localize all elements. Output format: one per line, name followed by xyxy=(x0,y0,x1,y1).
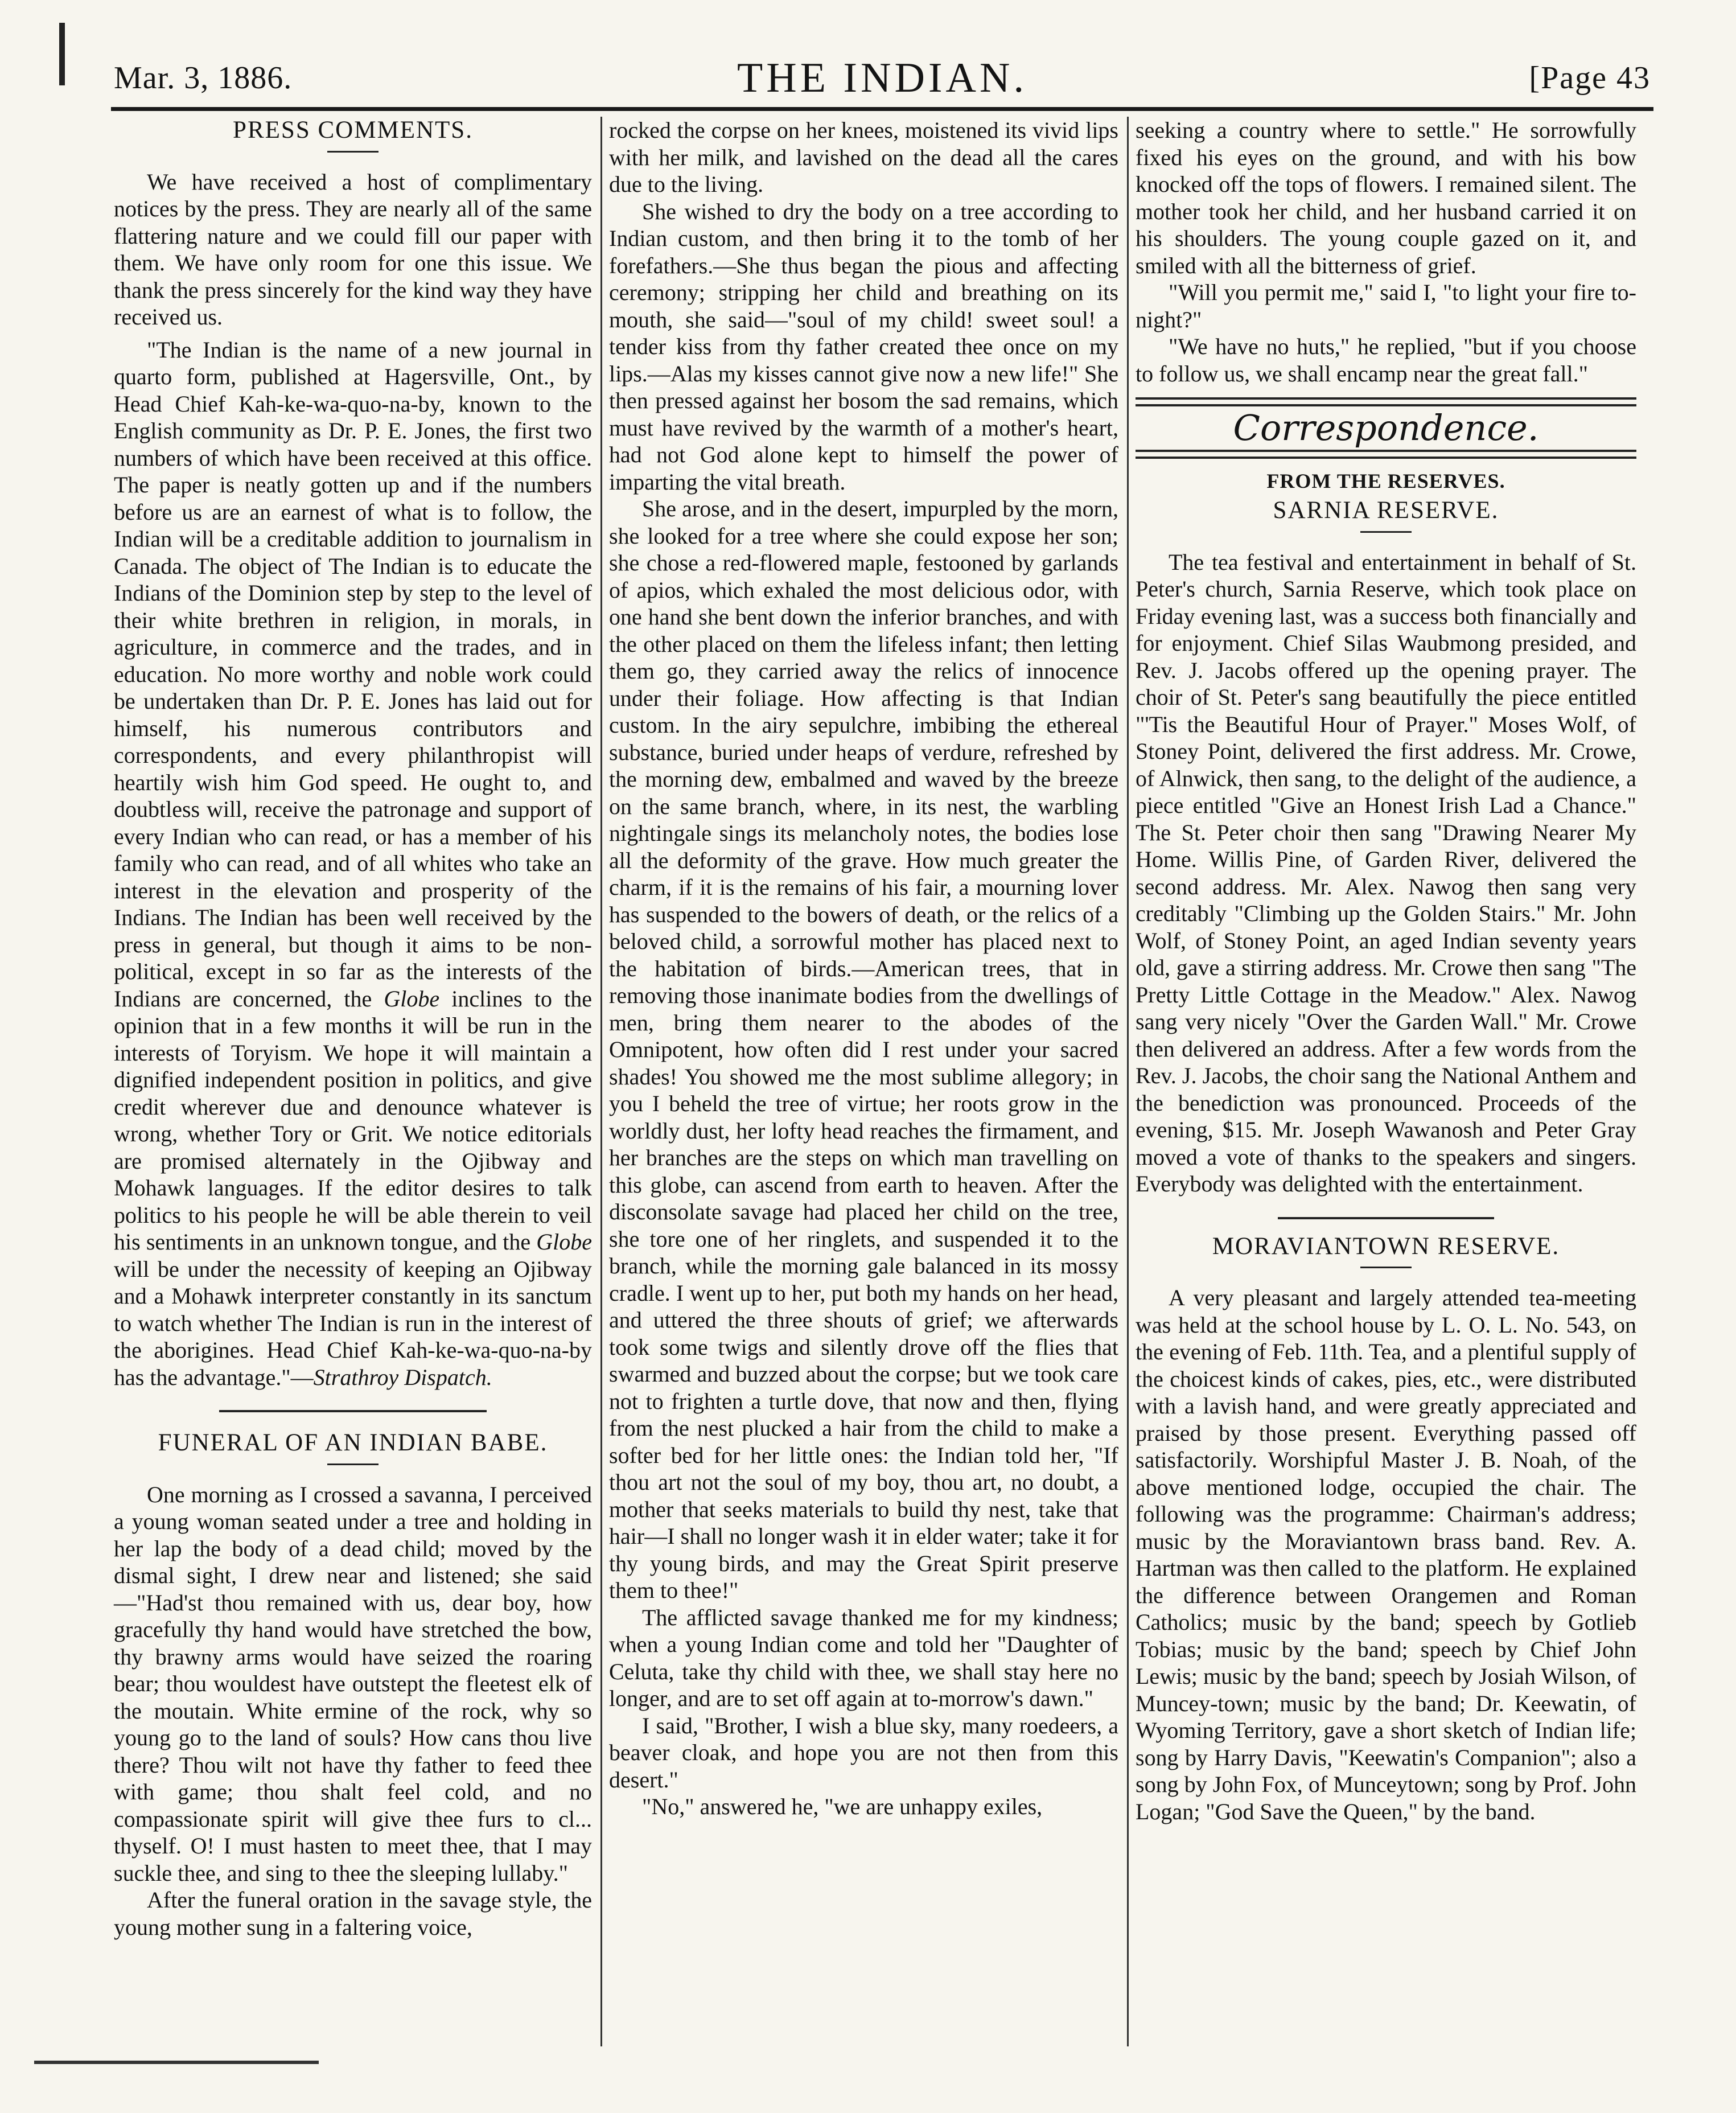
correspondence-heading: Correspondence. xyxy=(1233,407,1539,449)
scan-edge-mark xyxy=(59,23,65,85)
column-2 xyxy=(609,117,1118,1820)
press-source: Strathroy Dispatch. xyxy=(313,1364,492,1390)
sarnia-paragraph: The tea festival and entertainment in behalf of St. Peter's church, Sarnia Reserve, which took place on Friday evening last, was a success both financially and for enjoyment. Chief Silas Waubmong presided, and Rev. J. Jacobs offered up the opening prayer. The choir of St. Peter's sang beautifully the piece entitled "'Tis the Beautiful Hour of Prayer." Moses Wolf, of Stoney Point, delivered the first address. Mr. Crowe, of Alnwick, then sang, to the delight of the audience, a piece entitled "Give an Honest Irish Lad a Chance." The St. Peter choir then sang "Drawing Nearer My Home. Willis Pine, of Garden River, delivered the second address. Mr. Alex. Nawog then sang very creditably "Climbing up the Golden Stairs." Mr. John Wolf, of Stoney Point, an aged Indian seventy years old, gave a stirring address. Mr. Crowe then sang "The Pretty Little Cottage in the Meadow." Alex. Nawog sang very nicely "Over the Garden Wall." Mr. Crowe then delivered an address. After a few words from the Rev. J. Jacobs, the choir sang the National Anthem and the benediction was pronounced. Proceeds of the evening, $15. Mr. Joseph Wawanosh and Peter Gray moved a vote of thanks to the speakers and singers. Everybody was delighted with the entertainment. xyxy=(1136,549,1636,1197)
page-number: [Page 43 xyxy=(1529,60,1651,96)
heading-rule xyxy=(1360,531,1412,533)
press-intro-paragraph: We have received a host of complimentary notices by the press. They are nearly all of the same flattering nature and we could fill our paper with them. We have only room for one this issue. We thank the press sincerely for the kind way they have received us. xyxy=(114,168,592,330)
heading-rule xyxy=(1360,1267,1412,1268)
newspaper-title: THE INDIAN. xyxy=(737,55,1027,101)
issue-date: Mar. 3, 1886. xyxy=(114,60,293,96)
masthead-rule xyxy=(111,107,1653,111)
moraviantown-paragraph: A very pleasant and largely attended tea-meeting was held at the school house by L. O. L. No. 543, on the evening of Feb. 11th. Tea, and a plentiful supply of the choicest kinds of cakes, pies, etc., were distributed with a lavish hand, and were greatly appreciated and praised by those present. Everything passed off satisfactorily. Worshipful Master J. B. Noah, of the above mentioned lodge, occupied the chair. The following was the programme: Chairman's address; music by the Moraviantown brass band. Rev. A. Hartman was then called to the platform. He explained the difference between Orangemen and Roman Catholics; music by the band; speech by Gotlieb Tobias; music by the band; speech by Chief John Lewis; music by the band; speech by Josiah Wilson, of Muncey-town; music by the band; Dr. Keewatin, of Wyoming Territory, gave a short sketch of Indian life; song by Harry Davis, "Keewatin's Companion"; also a song by John Fox, of Munceytown; song by Prof. John Logan; "God Save the Queen," by the band. xyxy=(1136,1285,1636,1824)
press-quote-part-3: will be under the necessity of keeping an Ojibway and a Mohawk interpreter constantly in its sanctum to watch whether The Indian is run in the interest of the aborigines. Head Chief Kah-ke-wa-quo-na-by has the advantage."— xyxy=(114,1256,592,1390)
funeral-continued-paragraph: rocked the corpse on her knees, moistened its vivid lips with her milk, and lavished on the dead all the cares due to the living. xyxy=(609,117,1118,197)
masthead xyxy=(114,54,1651,100)
funeral-paragraph-6: I said, "Brother, I wish a blue sky, many roedeers, a beaver cloak, and hope you are not then from this desert." xyxy=(609,1712,1118,1793)
column-rule-1 xyxy=(600,117,602,2046)
funeral-paragraph-2: After the funeral oration in the savage style, the young mother sung in a faltering voice, xyxy=(114,1887,592,1940)
from-reserves-heading: FROM THE RESERVES. xyxy=(1266,469,1505,492)
press-quote-part-2: inclines to the opinion that in a few months it will be run in the interests of Toryism. We hope it will maintain a dignified independent position in politics, and give credit wherever due and denounce whatever is wrong, whether Tory or Grit. We notice editorials are promised alternately in the Ojibway and Mohawk languages. If the editor desires to talk politics to his people he will be able therein to veil his sentiments in an unknown tongue, and the xyxy=(114,985,592,1255)
sarnia-heading: SARNIA RESERVE. xyxy=(1273,497,1499,524)
heading-rule xyxy=(327,1464,379,1465)
scan-edge-mark-bottom xyxy=(34,2061,319,2064)
funeral-paragraph-1: One morning as I crossed a savanna, I perceived a young woman seated under a tree and holding in her lap the body of a dead child; moved by the dismal sight, I drew near and listened; she said—"Had'st thou remained with us, dear boy, how gracefully thy hand would have stretched the bow, thy brawny arms would have seized the roaring bear; thou wouldest have outstept the fleetest elk of the moutain. White ermine of the rock, why so young go to the land of souls? How cans thou live there? Thou wilt not have thy father to feed thee with game; thou shalt feel cold, and no compassionate spirit will give thee furs to cl... thyself. O! I must hasten to meet thee, that I may suckle thee, and sing to thee the sleeping lullaby." xyxy=(114,1481,592,1886)
press-quote-part-1: "The Indian is the name of a new journal in quarto form, published at Hagersville, Ont., by Head Chief Kah-ke-wa-quo-na-by, known to the English community as Dr. P. E. Jones, the first two numbers of which have been received at this office. The paper is neatly gotten up and if the numbers before us are an earnest of what is to follow, the Indian will be a creditable addition to journalism in Canada. The object of The Indian is to educate the Indians of the Dominion step by step to the level of their white brethren in religion, in morals, in agriculture, in commerce and the trades, and in education. No more worthy and noble work could be undertaken than Dr. P. E. Jones has laid out for himself, his numerous contributors and correspondents, and every philanthropist will heartily wish him God speed. He ought to, and doubtless will, receive the patronage and support of every Indian who can read, or has a member of his family who can read, and of all whites who take an interest in the elevation and prosperity of the Indians. The Indian has been well received by the press in general, but though it aims to be non-political, except in so far as the interests of the Indians are concerned, the xyxy=(114,336,592,1012)
funeral-continued-paragraph-2: seeking a country where to settle." He sorrowfully fixed his eyes on the ground, and with his bow knocked off the tops of flowers. I remained silent. The mother took her child, and her husband carried it on his shoulders. The young couple gazed on it, and smiled with all the bitterness of grief. xyxy=(1136,117,1636,278)
funeral-heading: FUNERAL OF AN INDIAN BABE. xyxy=(158,1429,548,1456)
funeral-paragraph-8: "Will you permit me," said I, "to light your fire to-night?" xyxy=(1136,279,1636,332)
funeral-paragraph-3: She wished to dry the body on a tree according to Indian custom, and then bring it to the tomb of her forefathers.—She thus began the pious and affecting ceremony; stripping her child and breathing on its mouth, she said—"soul of my child! sweet soul! a tender kiss from thy father created thee once on my lips.—Alas my kisses cannot give now a new life!" She then pressed against her bosom the sad remains, which must have revived by the warmth of a mother's heart, had not God alone kept to himself the power of imparting the vital breath. xyxy=(609,198,1118,495)
press-comments-heading: PRESS COMMENTS. xyxy=(233,117,473,143)
globe-italic-1: Globe xyxy=(384,985,440,1012)
double-rule-bottom xyxy=(1136,450,1636,452)
column-1 xyxy=(114,117,592,1941)
press-quote-paragraph xyxy=(114,336,592,1391)
column-rule-2 xyxy=(1127,117,1129,2046)
heading-rule xyxy=(327,151,379,153)
globe-italic-2: Globe xyxy=(536,1229,592,1255)
double-rule-top-2 xyxy=(1136,404,1636,406)
funeral-paragraph-7: "No," answered he, "we are unhappy exiles, xyxy=(642,1794,1043,1819)
double-rule-top xyxy=(1136,397,1636,400)
double-rule-bottom-2 xyxy=(1136,457,1636,459)
moraviantown-heading: MORAVIANTOWN RESERVE. xyxy=(1212,1232,1560,1260)
column-3 xyxy=(1136,117,1636,1825)
section-divider xyxy=(1278,1217,1494,1219)
funeral-paragraph-4: She arose, and in the desert, impurpled by the morn, she looked for a tree where she could expose her son; she chose a red-flowered maple, festooned by garlands of apios, which exhaled the most delicious odor, with one hand she bent down the inferior branches, and with the other placed on them the lifeless infant; then letting them go, they carried away the relics of innocence under their foliage. How affecting is that Indian custom. In the airy sepulchre, imbibing the ethereal substance, buried under heaps of verdure, refreshed by the morning dew, embalmed and waved by the breeze on the same branch, where, in its nest, the warbling nightingale sings its melancholy notes, the bodies lose all the deformity of the grave. How much greater the charm, if it is the remains of his fair, a mourning lover has suspended to the bowers of death, or the relics of a beloved child, a sorrowful mother has placed next to the habitation of birds.—American trees, that in removing those inanimate bodies from the dwellings of men, bring them nearer to the abodes of the Omnipotent, how often did I rest under your sacred shades! You showed me the most sublime allegory; in you I beheld the tree of virtue; her roots grow in the worldly dust, her lofty head reaches the firmament, and her branches are the steps on which man travelling on this globe, can ascend from earth to heaven. After the disconsolate savage had placed her child on the tree, she tore one of her ringlets, and suspended it to the branch, while the morning gale balanced in its mossy cradle. I went up to her, put both my hands on her head, and uttered the three shouts of grief; we afterwards took some twigs and silently drove off the flies that swarmed and buzzed about the corpse; but we took care not to frighten a turtle dove, that now and then, flying from the nest plucked a hair from the child to make a softer bed for her little ones: the Indian told her, "If thou art not the soul of my boy, thou art, no doubt, a mother that seeks materials to build thy nest, take that hair—I shall no longer wash it in elder water; take it for thy young birds, and may the Great Spirit preserve them to thee!" xyxy=(609,496,1118,1603)
section-divider xyxy=(219,1410,487,1412)
funeral-paragraph-9: "We have no huts," he replied, "but if you choose to follow us, we shall encamp near the great fall." xyxy=(1136,334,1636,387)
funeral-paragraph-5: The afflicted savage thanked me for my kindness; when a young Indian come and told her "Daughter of Celuta, take thy child with thee, we shall stay here no longer, and are to set off again at to-morrow's dawn." xyxy=(609,1604,1118,1711)
